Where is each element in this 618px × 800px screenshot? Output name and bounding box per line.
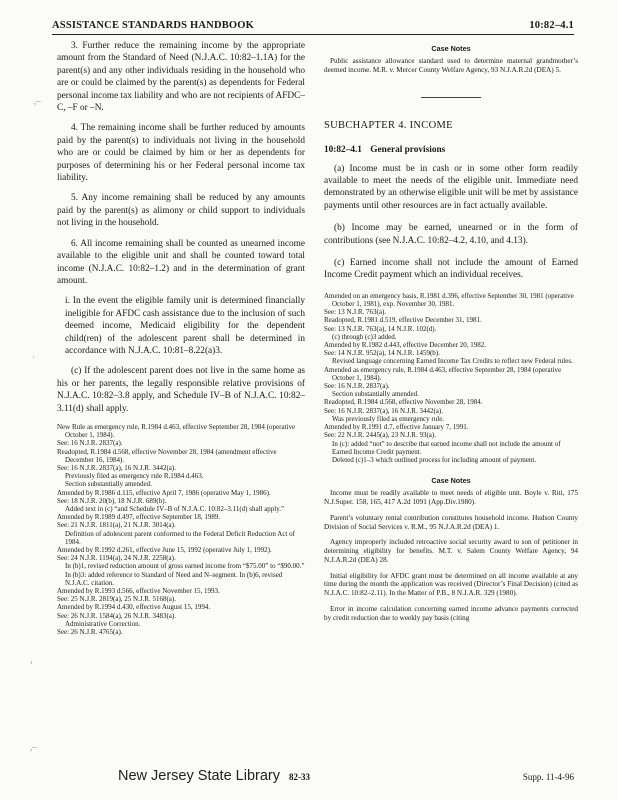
history-line: Section substantially amended. bbox=[332, 390, 419, 399]
history-line: See: 22 N.J.R. 2445(a), 23 N.J.R. 93(a). bbox=[324, 431, 436, 440]
history-notes-left bbox=[57, 423, 305, 636]
history-line: Administrative Correction. bbox=[65, 619, 141, 628]
history-line: See: 13 N.J.R. 763(a). bbox=[324, 308, 387, 317]
history-line: Amended by R.1993 d.566, effective November 15, 1993. bbox=[57, 587, 220, 596]
paragraph-5: 5. Any income remaining shall be reduced by any amounts paid by the parent(s) as alimony or child support to individuals not living in the household. bbox=[57, 193, 305, 229]
history-line: Was previously filed as emergency rule. bbox=[332, 414, 445, 423]
paragraph-6: 6. All income remaining shall be counted as unearned income available to the eligible unit and shall be counted toward total income (N.J.A.C. 10:82–1.2) and in the determination of grant amount. bbox=[57, 238, 305, 286]
history-line: See: 18 N.J.R. 20(b), 18 N.J.R. 689(b). bbox=[57, 496, 167, 505]
history-line: See: 16 N.J.R. 2837(a). bbox=[57, 439, 123, 448]
case-note: Income must be readily available to meet needs of eligible unit. Boyle v. Riti, 175 N.J.Super. 158, 165, 417 A.2d 1091 (App.Div.1980). bbox=[324, 489, 578, 506]
left-column bbox=[57, 40, 305, 636]
header-rule bbox=[52, 34, 574, 35]
history-line: See: 16 N.J.R. 2837(a), 16 N.J.R. 3442(a). bbox=[324, 406, 443, 415]
history-line: In (c): added “not” to describe that earned income shall not include the amount of Earned Income Credit payment. bbox=[332, 439, 561, 456]
history-line: See: 24 N.J.R. 1194(a), 24 N.J.R. 2258(a). bbox=[57, 554, 176, 563]
margin-mark: · bbox=[32, 352, 35, 362]
history-line: Amended by R.1994 d.430, effective August 15, 1994. bbox=[57, 603, 211, 612]
history-line: See: 26 N.J.R. 1584(a), 26 N.J.R. 3483(a). bbox=[57, 611, 176, 620]
history-line: See: 21 N.J.R. 1811(a), 21 N.J.R. 3014(a). bbox=[57, 521, 176, 530]
history-line: Amended by R.1986 d.115, effective April 7, 1986 (operative May 1, 1986). bbox=[57, 488, 271, 497]
history-line: Revised language concerning Earned Income Tax Credits to reflect new Federal rules. bbox=[332, 357, 573, 366]
history-line: Amended by R.1991 d.7, effective January 7, 1991. bbox=[324, 423, 469, 432]
history-line: Readopted, R.1984 d.568, effective November 28, 1984. bbox=[324, 398, 483, 407]
history-line: In (b)1, revised reduction amount of gross earned income from “$75.00” to “$90.00.” In (b)3: added reference to Standard of Need and N–segment. In (b)6, revised N.J.A.C. citation. bbox=[65, 562, 305, 587]
section-number: 10:82–4.1 bbox=[324, 144, 362, 155]
section-heading bbox=[324, 145, 578, 155]
history-line: Amended by R.1982 d.443, effective December 20, 1982. bbox=[324, 341, 486, 350]
subchapter-heading: SUBCHAPTER 4. INCOME bbox=[324, 119, 453, 131]
history-line: New Rule as emergency rule, R.1984 d.463, effective September 28, 1984 (operative October 1, 1984). bbox=[57, 422, 296, 440]
paragraph-a: (a) Income must be in cash or in some other form readily available to meet the needs of the eligible unit. Immediate need demonstrated by an otherwise eligible unit will be met by assistance payments until other resources are in fact actually available. bbox=[324, 163, 578, 211]
history-line: Amended as emergency rule, R.1984 d.463, effective September 28, 1984 (operative October 1, 1984). bbox=[324, 365, 562, 382]
case-note: Agency improperly included retroactive social security award to son of petitioner in determining eligibility for benefits. M.T. v. Salem County Welfare Agency, 94 N.J.A.R.2d (DEA) 28. bbox=[324, 538, 578, 564]
paragraph-3: 3. Further reduce the remaining income by the appropriate amount from the Standard of Need (N.J.A.C. 10:82–1.1A) for the parent(s) and any other individuals residing in the household who are or could be claimed by the parent(s) as dependents for Federal personal income tax liability and who are not recipients of AFDC–C, –F or –N. bbox=[57, 41, 305, 114]
history-line: See: 16 N.J.R. 2837(a). bbox=[324, 382, 390, 391]
section-divider bbox=[421, 97, 481, 98]
case-notes-heading: Case Notes bbox=[431, 476, 471, 486]
section-title: General provisions bbox=[370, 144, 446, 155]
page-footer bbox=[0, 768, 618, 788]
sub-paragraph-i: i. In the event the eligible family unit is determined financially ineligible for AFDC cash assistance due to the inclusion of such deemed income, Medicaid eligibility for the dependent child(ren) of the adolescent parent shall be determined in accordance with N.J.A.C. 10:81–8.22(a)3. bbox=[65, 296, 305, 356]
case-note: Initial eligibility for AFDC grant must be determined on all income available at any time during the month the application was received (Director’s Final Decision) (cited as N.J.A.C. 10:82–2.11). In the Matter of P.B., 8 N.J.A.R. 329 (1980). bbox=[324, 571, 578, 598]
supplement-date: Supp. 11-4-96 bbox=[522, 772, 574, 782]
paragraph-c: (c) If the adolescent parent does not live in the same home as his or her parents, the legally responsible relative provisions of N.J.A.C. 10:82–3.8 apply, and Schedule IV–B of N.J.A.C. 10:82–3.11(d) shall apply. bbox=[57, 366, 305, 414]
case-notes-heading: Case Notes bbox=[431, 44, 471, 53]
history-line: See: 16 N.J.R. 2837(a), 16 N.J.R. 3442(a). bbox=[57, 463, 176, 472]
history-line: Deleted (c)1–3 which outlined process for including amount of payment. bbox=[332, 455, 537, 464]
case-note: Error in income calculation concerning earned income advance payments corrected by credit reduction due to weekly pay basis (citing bbox=[324, 605, 578, 622]
history-notes-right bbox=[324, 292, 578, 464]
history-line: Previously filed as emergency rule R.1984 d.463. bbox=[65, 472, 204, 481]
history-line: Readopted, R.1984 d.568, effective November 28, 1984 (amendment effective December 16, 1984). bbox=[57, 447, 277, 464]
margin-mark: ,– bbox=[30, 742, 37, 752]
history-line: Section substantially amended. bbox=[65, 480, 152, 489]
running-header bbox=[52, 20, 574, 31]
history-line: See: 14 N.J.R. 952(a), 14 N.J.R. 1459(b). bbox=[324, 349, 440, 358]
header-section-number: 10:82–4.1 bbox=[529, 20, 574, 31]
history-line: (c) through (c)3 added. bbox=[332, 332, 397, 341]
paragraph-4: 4. The remaining income shall be further reduced by amounts paid by the parent(s) to individuals not living in the household who are or could be claimed by him or her as dependents for purposes of determining his or her Federal personal income tax liability. bbox=[57, 123, 305, 184]
paragraph-c: (c) Earned income shall not include the amount of Earned Income Credit payment which an individual receives. bbox=[324, 258, 578, 281]
history-line: Definition of adolescent parent conformed to the Federal Deficit Reduction Act of 1984. bbox=[65, 529, 295, 546]
history-line: Readopted, R.1981 d.519, effective December 31, 1981. bbox=[324, 316, 482, 325]
history-line: See: 25 N.J.R. 2819(a), 25 N.J.R. 5168(a). bbox=[57, 595, 176, 604]
library-stamp: New Jersey State Library bbox=[118, 768, 280, 784]
header-title: ASSISTANCE STANDARDS HANDBOOK bbox=[52, 20, 255, 31]
paragraph-b: (b) Income may be earned, unearned or in the form of contributions (see N.J.A.C. 10:82–4.2, 4.10, and 4.13). bbox=[324, 223, 578, 246]
history-line: Amended by R.1989 d.497, effective September 18, 1989. bbox=[57, 513, 221, 522]
right-column bbox=[324, 40, 578, 630]
case-note: Public assistance allowance standard used to determine maternal grandmother’s deemed income. M.R. v. Mercer County Welfare Agency, 93 N.J.A.R.2d (DEA) 5. bbox=[324, 57, 578, 74]
margin-mark: ,– bbox=[34, 96, 41, 106]
margin-mark: ’ bbox=[30, 660, 33, 670]
history-line: Amended by R.1992 d.261, effective June 15, 1992 (operative July 1, 1992). bbox=[57, 546, 272, 555]
page-number: 82-33 bbox=[289, 772, 310, 782]
history-line: See: 26 N.J.R. 4765(a). bbox=[57, 628, 123, 637]
history-line: Amended on an emergency basis, R.1981 d.396, effective September 30, 1981 (operative October 1, 1981), exp. November 30, 1981. bbox=[324, 291, 574, 309]
history-line: See: 13 N.J.R. 763(a), 14 N.J.R. 102(d). bbox=[324, 324, 437, 333]
case-note: Parent’s voluntary rental contribution constitutes household income. Hudson County Division of Social Services v. R.M., 95 N.J.A.R.2d (DEA) 1. bbox=[324, 513, 578, 531]
history-line: Added text in (c) “and Schedule IV–B of N.J.A.C. 10:82–3.11(d) shall apply.” bbox=[65, 505, 285, 513]
